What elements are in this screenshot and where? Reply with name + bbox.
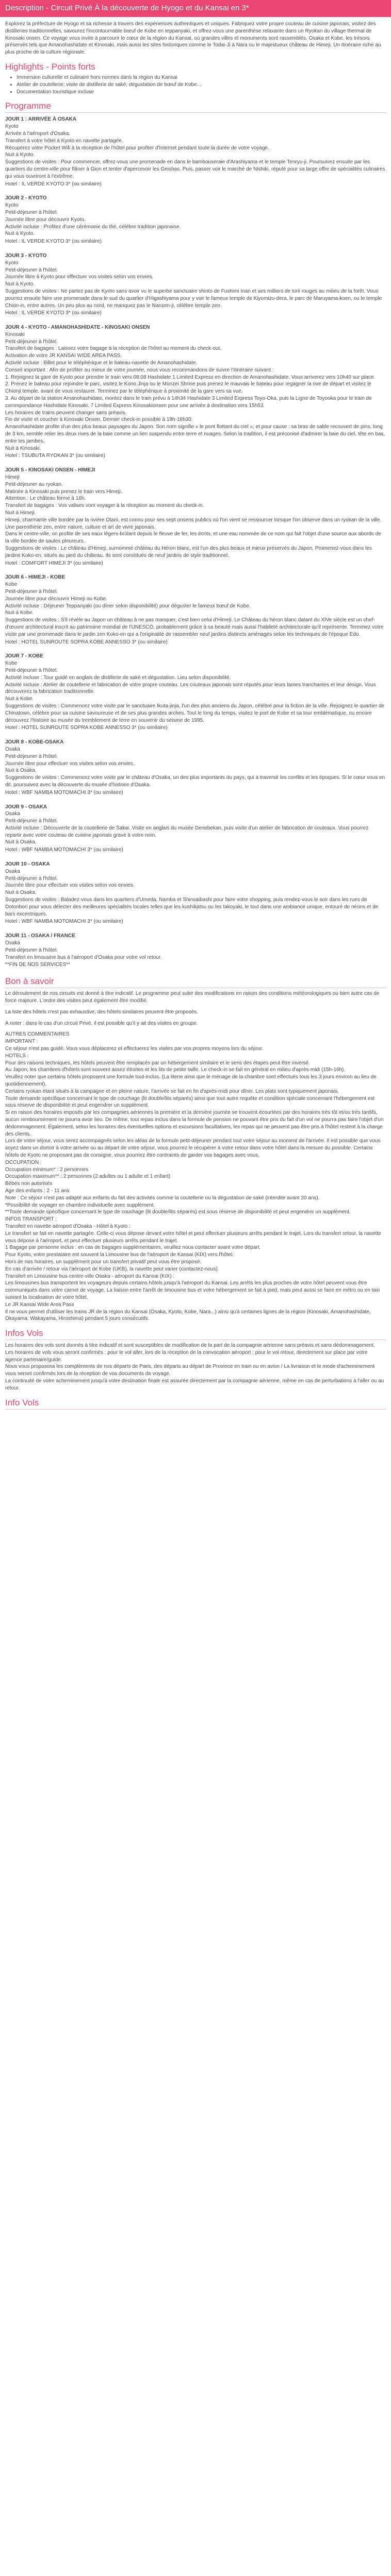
day-line: Kinosaki <box>5 331 25 337</box>
day-line: Journée libre pour effectuer vos visites selon vos envies. <box>5 883 135 889</box>
day-title: JOUR 3 - KYOTO <box>5 252 47 259</box>
programme-days <box>5 116 386 969</box>
day-title: JOUR 9 - OSAKA <box>5 804 47 810</box>
section-line: HOTELS : <box>5 1053 29 1059</box>
day-line: Activité incluse : Déjeuner Teppanyaki (ou dîner selon disponibilité) pour déguster le fameux bœuf de Kobe. <box>5 603 251 609</box>
highlight-item: • Documentation touristique incluse <box>17 89 386 96</box>
day-line: 3. Au départ de la station Amanohashidate, montez dans le train prévu à 14h34 Hashidate 3 Limited Express Toyo-Oka, puis la Ligne de Toyooka pour le train de correspondance Hashidate Kinosaki. 7 Limited Express Kinosakionsen pour une arrivée à destination vers 15h53. <box>5 396 372 409</box>
section-line: Note : Ce séjour n'est pas adapté aux enfants du fait des activités comme la coutellerie ou la dégustation de saké (interdite avant 20 ans). <box>5 1195 320 1201</box>
day-line: Nuit à Kobe. <box>5 696 34 702</box>
day-line: Arrivée à l'aéroport d'Osaka. <box>5 130 71 137</box>
section-line: Le transfert se fait en navette partagée. Celle-ci vous dépose devant votre hôtel et peut effectuer plusieurs arrêts pendant le trajet. Lors du transfert retour, la navette vous dépose à l'aéroport, et peut effectuer plusieurs arrêts pendant le trajet. <box>5 1230 381 1244</box>
day-title: JOUR 2 - KYOTO <box>5 195 47 201</box>
day-line: Récupérez votre Pocket Wifi à la réception de l'hôtel pour profiter d'Internet pendant toute la durée de votre voyage. <box>5 145 269 151</box>
day-title: JOUR 11 - OSAKA / FRANCE <box>5 933 75 939</box>
day-line: Petit-déjeuner à l'hôtel. <box>5 588 58 595</box>
day-line: Osaka <box>5 746 20 752</box>
day-hotel: Hotel : IL VERDE KYOTO 3* (ou similaire) <box>5 181 102 187</box>
day-line: Kyoto <box>5 260 19 266</box>
day-hotel: Hotel : HOTEL SUNROUTE SOPRA KOBE ANNESSO 3* (ou similaire) <box>5 639 168 645</box>
day-line: Suggestions de visites : Le château d'Himeji, surnommé château du Héron blanc, est l'un des plus beaux et mieux préservés du Japon. Promenez-vous dans les jardins Koko-en, situés au pied du château. Ils sont constitués de neuf jardins de style traditionnel. <box>5 546 372 558</box>
info-paragraph: La liste des hôtels n'est pas exhaustive, des hôtels similaires peuvent être proposés. <box>5 1009 198 1015</box>
page-title: Description - Circuit Privé À la découverte de Hyogo et du Kansai en 3* <box>5 4 249 12</box>
day-line: Activité incluse : Atelier de coutellerie et fabrication de votre propre couteau. Les couteaux japonais sont réputés pour leurs lames tranchantes et leur design. Vous découvrirez la fabrication traditionnelle. <box>5 682 376 695</box>
day-line: Transfert à votre hôtel à Kyoto en navette partagée. <box>5 138 123 144</box>
footer-heading: Info Vols <box>5 1397 386 1410</box>
day-title: JOUR 10 - OSAKA <box>5 861 50 868</box>
day-hotel: Hotel : WBF NAMBA MOTOMACHI 3* (ou similaire) <box>5 919 123 925</box>
day-line: Activité incluse : Profitez d'une cérémonie du thé, célébre tradition japonaise. <box>5 224 181 230</box>
vols-paragraph: La continuité de votre acheminement jusqu'à votre destination finale est assurée directement par la compagnie aérienne, même en cas de perturbations à l'aller ou au retour. <box>5 1378 384 1391</box>
content <box>0 17 391 1410</box>
day-line: Activité incluse : Découverte de la coutellerie de Sakai. Visite en anglais du musée Denebekan, puis visite d'un atelier de fabrication de couteaux. Vous pourrez repartir avec votre couteau de cuisine japonais gravé à votre nom. <box>5 825 369 838</box>
day-line: Activité incluse : Billet pour le téléphérique et le bateau-navette de Amanohashidate. <box>5 360 198 366</box>
day-block <box>5 467 386 567</box>
section-line: Si en raison des horaires imposés par les compagnies aériennes la première et la dernière journée se trouvent écourtées par des horaires très tôt et/ou très tardifs, aucun remboursement ne pourra avoir lieu. De même, tout repas inclus dans la formule de pension ne pouvant être pris du fait d'un vol ne pourra pas faire l'objet d'un dédommagement. Également, selon les horaires des éventuelles options et excursions facultatives, les repas qui ne peuvent pas être pris à l'hôtel restent à la charge des clients. <box>5 1110 384 1137</box>
day-line: Journée libre à Kyoto pour effectuer vos visites selon vos envies. <box>5 274 154 280</box>
day-line: Transfert de bagages : Vos valises vont voyager à la réception au moment du check-in. <box>5 503 204 509</box>
highlight-item: • Atelier de coutellerie; visite de distillerie de saké; dégustation de bœuf de Kobe... <box>17 81 386 89</box>
day-line: Fin de visite et coucher à Kinosaki Onsen. Dernier check-in possible à 18h-18h30. <box>5 417 193 423</box>
day-line: Transfert de bagages : Laissez votre bagage à la réception de l'hôtel au moment du check-out. <box>5 346 222 352</box>
day-line: Attention : Le château ferme à 16h. <box>5 496 86 502</box>
day-line: Matinée à Kinosaki puis prenez le train vers Himeji. <box>5 488 122 495</box>
day-hotel: Hotel : HOTEL SUNROUTE SOPRA KOBE ANNESSO 3* (ou similaire) <box>5 725 168 731</box>
day-line: Petit-déjeuner à l'hôtel. <box>5 267 58 273</box>
day-line: Kyoto <box>5 124 19 130</box>
day-line: Suggestions de visites : Commencez votre visite par le sanctuaire Ikuta-jinja, l'un des plus anciens du Japon, célébré pour la fiction de la ville. Rejoignez le quartier de Chinatown, célèbre pour sa cuisine savoureuse et de ses plus grandes arches. Tout le long du temps, visitez le port de Kobe et sa tour emblématique, ou encore découvrez l'histoire au musée du tremblement de terre en souvenir du séisme de 1995. <box>5 703 385 723</box>
day-block <box>5 861 386 925</box>
section-line: Le JR Kansai Wide Area Pass <box>5 1301 74 1308</box>
section-line: OCCUPATION : <box>5 1159 42 1165</box>
day-line: Petit-déjeuner à l'hôtel. <box>5 818 58 824</box>
page-title-banner <box>0 0 391 17</box>
day-line: Conseil important : Afin de profiter au mieux de votre journée, nous vous recommandons de suivre l'itinéraire suivant : <box>5 367 274 373</box>
highlights-heading: Highlights - Points forts <box>5 61 95 72</box>
vols-paragraph: Les horaires de vols vous seront confirmés : pour le vol aller, lors de la réception de la convocation aéroport ; pour le vol retour, directement sur place par votre agence partenaire/guide. <box>5 1349 368 1363</box>
day-line: Nuit à Osaka. <box>5 768 37 774</box>
day-line: Nuit à Himeji. <box>5 510 36 516</box>
highlight-item: • Immersion culturelle et culinaire hors normes dans la région du Kansai <box>17 74 386 81</box>
day-title: JOUR 6 - HIMEJI - KOBE <box>5 574 66 581</box>
infos-vols-heading: Infos Vols <box>5 1328 386 1340</box>
day-line: Petit-déjeuner au ryokan. <box>5 481 63 487</box>
day-line: Suggestions de visites : Baladez-vous dans les quartiers d'Umeda, Namba et Shinsaibashi pour faire votre shopping, puis rendez-vous le soir dans les rues de Dotonbori pour vous délecter des meilleures spécialités locales telles que les kushikatsu ou les takoyaki, le tout dans une ambiance unique, entouré de néons et de bars excentriques. <box>5 897 379 917</box>
day-line: Osaka <box>5 811 20 817</box>
day-line: Himeji <box>5 474 20 481</box>
section-title: AUTRES COMMENTAIRES <box>5 1031 70 1038</box>
day-line: Nuit à Kyoto. <box>5 152 35 158</box>
day-hotel: Hotel : WBF NAMBA MOTOMACHI 3* (ou similaire) <box>5 847 123 853</box>
section-line: En cas d'arrivée / retour via l'aéroport de Kobe (UKB), la navette peut varier (contactez-nous). <box>5 1266 219 1272</box>
info-section <box>5 1031 386 1323</box>
section-line: 1 Bagage par personne inclus : en cas de bagages supplémentaires, veuillez nous contacter avant votre départ. <box>5 1245 261 1251</box>
day-line: Osaka <box>5 868 20 874</box>
day-line: Petit-déjeuner à l'hôtel. <box>5 667 58 673</box>
section-line: Lors de votre séjour, vous serez accompagnés selon les aléas de la formule petit-déjeuner pendant tout votre séjour au moment de l'arrivée. Il est possible que vous soyez dans un dortoir à votre arrivée ou au départ de votre séjour, vous pourrez le récupérer à votre retour dans votre hôtel dans la mesure du possible. Certains hôtels de Kyoto ne proposant pas de consigne, vous pourriez être contraints de garder vos bagages avec vous. <box>5 1138 381 1158</box>
infos-vols-body <box>5 1342 386 1392</box>
section-line: **Toute demande spécifique concernant le type de couchage (lit double/lits séparés) est sous réserve de disponibilité et peut engendrer un supplément. <box>5 1209 351 1215</box>
info-paragraph: A noter : dans le cas d'un circuit Privé, il est possible qu'il y ait des visites en groupe. <box>5 1020 198 1026</box>
day-block <box>5 653 386 732</box>
day-line: 1. Rejoignez la gare de Kyoto pour prendre le train vers 08:08 Hashidate 1 Limited Express en direction de Amanohashidate. Vous arriverez vers 10h40 sur place. <box>5 374 376 380</box>
section-line: Transfert en Limousine bus centre-ville Osaka - aéroport du Kansai (KIX) : <box>5 1273 175 1279</box>
day-line: Nuit à Osaka. <box>5 890 37 896</box>
day-block <box>5 804 386 854</box>
vols-paragraph: Les horaires des vols sont donnés à titre indicatif et sont susceptibles de modification de la part de la compagnie aérienne sans préavis et sans dédommagement. <box>5 1343 375 1349</box>
section-line: INFOS TRANSPORT : <box>5 1216 57 1223</box>
day-line: Petit-déjeuner à l'hôtel. <box>5 875 58 882</box>
day-line: Kobe <box>5 660 18 667</box>
day-line: Petit-déjeuner à l'hôtel. <box>5 209 58 215</box>
day-line: 2. Prenez le bateau pour rejoindre le parc, visitez le Kono Jinja ou le Monzei Shrine puis prenez le mauvais le bateau pour regagner la rive de départ et visitez le Chionji temple, avant de vous restaurer. Terminez par le téléphérique à proximité de la gare vers sa vue. <box>5 381 371 395</box>
programme-heading: Programme <box>5 100 386 113</box>
day-line: Journée libre pour découvrir Himeji ou Kobe. <box>5 596 107 602</box>
bon-a-savoir-body <box>5 990 386 1323</box>
day-title: JOUR 4 - KYOTO - AMANOHASHIDATE - KINOSAKI ONSEN <box>5 325 150 331</box>
day-title: JOUR 5 - KINOSAKI ONSEN - HIMEJI <box>5 467 95 473</box>
day-block <box>5 933 386 969</box>
section-line: Veuillez noter que certains hôtels proposent une formule tout-inclus. (La literie ainsi que le ménage de la chambre sont effectués tous les 3 jours environ au lieu de quotidiennement). <box>5 1074 377 1087</box>
section-line: Age des enfants : 2 - 11 ans <box>5 1188 70 1194</box>
day-line: Nuit à Kyoto. <box>5 281 35 287</box>
section-line: Les limousines bus transportent les voyageurs depuis certains hôtels jusqu'à l'aéroport du Kansai. Les arrêts les plus proches de votre hôtel peuvent vous être communiqués dans votre carnet de voyage. La liaison entre l'arrêt de limousine bus et votre hébergement se fait à pied, mais peut aussi se faire en métro ou en taxi suivant la localisation de votre hôtel. <box>5 1280 380 1300</box>
day-hotel: Hotel : TSUBUTA RYOKAN 3* (ou similaire) <box>5 453 105 459</box>
day-line: Suggestions de visites : S'il révèle au Japon un château à ne pas manquer, c'est bien celui d'Himeji. Le Château du héron blanc datant du XIVe siècle est un chef-d'œuvre architectural inscrit au patrimoine mondial de l'UNESCO, probablement grâce à sa beauté mais aussi l'habileté architecturale qu'il représente. Terminez votre visite par une promenade dans le jardin zen Koko-en qui a l'originalité de rassembler neuf jardins distincts aménagés selon les techniques de l'époque Edo. <box>5 617 384 637</box>
day-line: Amanohashidate profite d'un des plus beaux paysages du Japon. Son nom signifie « le pont flottant du ciel », et pour cause : sa bras de sable recouvert de pins, long de 3 km, semble relier les deux rives de la baie comme un lien suspendu entre terre et nuages. Selon la tradition, il est préconisé d'admirer la baie du ciel, tête en bas, entre les jambes. <box>5 424 385 444</box>
day-line: Nuit à Kinosaki. <box>5 445 41 451</box>
section-line: Transfert en navette aéroport d'Osaka - Hôtel à Kyoto : <box>5 1223 131 1229</box>
section-line: *Possibilité de voyager en chambre individuelle avec supplément. <box>5 1202 155 1208</box>
day-line: Petit-déjeuner à l'hôtel. <box>5 947 58 953</box>
section-line: Occupation minimum* : 2 personnes <box>5 1166 89 1173</box>
section-line: Pour Kyoto, votre prestataire est souvent la Limousine bus de l'aéroport de Kansai (KIX) vers l'hôtel. <box>5 1252 234 1258</box>
day-line: Activité incluse : Tour guidé en anglais de distillerie de saké et dégustation. Lieu selon disponibilité. <box>5 674 231 681</box>
section-line: Bébés non autorisés <box>5 1181 53 1187</box>
section-line: Occupation maximum** : 2 personnes (2 adultes ou 1 adulte et 1 enfant) <box>5 1174 171 1180</box>
day-line: Les horaires de trains peuvent changer sans préavis. <box>5 410 127 416</box>
day-line: Nuit à Kobe. <box>5 610 34 616</box>
day-line: Suggestions de visites : Pour commencer, offrez-vous une promenade en dans le bambouseraie d'Arashiyama et le temple Tenryu-ji. Poursuivez ensuite par les quartiers du centre-ville pour flâner à Gion et tenter d'apercevoir les Geishas. Puis, passer voir le marché de Nishiki, réputé pour sa large offre de spécialités culinaires qui vous ouvriront à l'extrême. <box>5 159 385 179</box>
day-block <box>5 739 386 796</box>
day-block <box>5 324 386 460</box>
day-line: Journée libre pour effectuer vos visites selon vos envies. <box>5 760 135 767</box>
intro-text: Explorez la préfecture de Hyogo et sa richesse à travers des expériences authentiques et uniques. Fabriquez votre propre couteau de cuisine japonais, visitez des distilleries traditionnelles, savourez l'incontournable bœuf de Kobe en teppanyaki, et offrez-vous une parenthèse relaxante dans un Ryokan du village thermal de Kinosaki onsen. Ce voyage vous invite à parcourir le cœur de la région du Kansai, où grandes villes et monuments sont rassemblés. Osaka et Kobe, les trésors préservés tels que Amanohashidate et Kinosaki, mais aussi les sites historiques comme le Todai-Ji à Nara ou le majestueux château de Himeji. Un itinéraire riche au plus proche de la culture régionale. <box>5 21 381 56</box>
highlights-list <box>5 74 386 95</box>
day-title: JOUR 8 - KOBE-OSAKA <box>5 739 64 745</box>
day-line: Suggestions de visites : Commencez votre visite par le château d'Osaka, un des plus importants du pays, qui a traversé les conflits et les époques. Si le cœur vous en dit, poursuivez avec la découverte du musée d'histoire d'Osaka. <box>5 775 385 788</box>
day-line: Kyoto <box>5 202 19 209</box>
section-line: Certains ryokan étant situés à la campagne et en pleine nature, l'arrivée se fait en fin d'après-midi pour dîner. Les plats sont typiquement japonais. <box>5 1088 339 1094</box>
day-hotel: Hotel : IL VERDE KYOTO 3* (ou similaire) <box>5 239 102 245</box>
day-line: Kobe <box>5 582 18 588</box>
day-line: Nuit à Osaka. <box>5 839 37 845</box>
day-line: Nuit à Kyoto. <box>5 231 35 237</box>
day-line: Transfert en limousine bus à l'aéroport d'Osaka pour votre vol retour. <box>5 954 162 960</box>
section-line: Hors de nos horaires, un supplément pour un transfert privatif peut vous être proposé. <box>5 1259 202 1265</box>
vols-paragraph: Nous vous proposons les compléments de nos départs de Paris, des départs au départ de Province en train ou en avion / La livraison et le mode d'acheminement vous seront confirmés lors de la réception de vos documents de voyage. <box>5 1364 375 1377</box>
day-line: Osaka <box>5 940 20 946</box>
section-line: IMPORTANT : <box>5 1039 38 1045</box>
info-paragraph: Le déroulement de nos circuits est donné à titre indicatif. Le programme peut subir des modifications en raison des conditions météorologiques ou bien autre cas de force majeure. L'ordre des visites peut également être modifié. <box>5 991 380 1004</box>
day-block <box>5 252 386 317</box>
day-hotel: Hotel : WBF NAMBA MOTOMACHI 3* (ou similaire) <box>5 789 123 795</box>
day-title: JOUR 7 - KOBE <box>5 653 43 659</box>
section-line: Ce séjour n'est pas guidé. Vous vous déplacerez et effectuerez les visites par vos propres moyens lors du séjour. <box>5 1046 264 1052</box>
day-hotel: Hotel : COMFORT HIMEJI 3* (ou similaire) <box>5 560 103 566</box>
day-line: Petit-déjeuner à l'hôtel. <box>5 753 58 759</box>
day-line: Activation de votre JR KANSAI WIDE AREA PASS. <box>5 353 122 359</box>
day-line: Petit-déjeuner à l'hôtel. <box>5 338 58 345</box>
day-line: Dans le centre-ville, on profite de ses eaux légers-brûlant depuis le fleuve de fer, les écrits, et une eau nommée de ce nom qui fait l'objet d'une source aux abords de la ville bordée de saules pleureurs. <box>5 531 381 545</box>
day-title: JOUR 1 : ARRIVÉE À OSAKA <box>5 116 76 123</box>
section-line: Au Japon, les chambres d'hôtels sont souvent assez étroites et les lits de petite taille. Le check-in se fait en général en milieu d'après-midi (15h-16h). <box>5 1067 346 1073</box>
day-line: Journée libre pour découvrir Kyoto. <box>5 216 86 223</box>
day-hotel: **FIN DE NOS SERVICES** <box>5 962 70 968</box>
section-line: Il ne vous permet d'utiliser les trains JR de la région du Kansai (Osaka, Kyoto, Kobe, Nara...) ainsi qu'à certaines lignes de la région (Kinosaki, Amanohashidate, Okayama, Wakayama, Hiroshima) pendant 5 jours consécutifs. <box>5 1309 371 1322</box>
section-line: Pour des raisons techniques, les hôtels peuvent être remplacés par un hébergement similaire et le sens des étapes peut être inversé. <box>5 1060 310 1066</box>
section-line: Toute demande spécifique concernant le type de couchage (lit double/lits séparés) ainsi que tout autre requête et condition spéciale concernant l'hébergement est sous réserve de disponibilité et peut engendrer un supplément. <box>5 1095 375 1109</box>
day-hotel: Hotel : IL VERDE KYOTO 3* (ou similaire) <box>5 310 102 316</box>
day-block <box>5 195 386 245</box>
day-line: Himeji, charmante ville bordée par la rivière Otani, est connu pour ses sept onsens publics où l'on vient se ressourcer lorsque l'on observe dans un ryokan de la ville. Une parenthèse zen, entre nature, culture et art de vivre japonais. <box>5 517 382 530</box>
bon-a-savoir-heading: Bon à savoir <box>5 976 386 988</box>
day-line: Suggestions de visites : Ne partez pas de Kyoto sans avoir vu le superbe sanctuaire shinto de Fushimi Inari et ses milliers de torii rouges au milieu de la forêt. Vous pourrez ensuite faire une promenade dans le sud du quartier d'Higashiyama pour y voir le fameux temple de Kiyomizu-dera, le parc de Maruyama-koen, ou le temple Chion-in, entre autres. Un peu plus au nord, ne manquez pas le Nanzen-ji, célèbre temple zen. <box>5 288 382 309</box>
day-block <box>5 116 386 188</box>
day-block <box>5 574 386 646</box>
